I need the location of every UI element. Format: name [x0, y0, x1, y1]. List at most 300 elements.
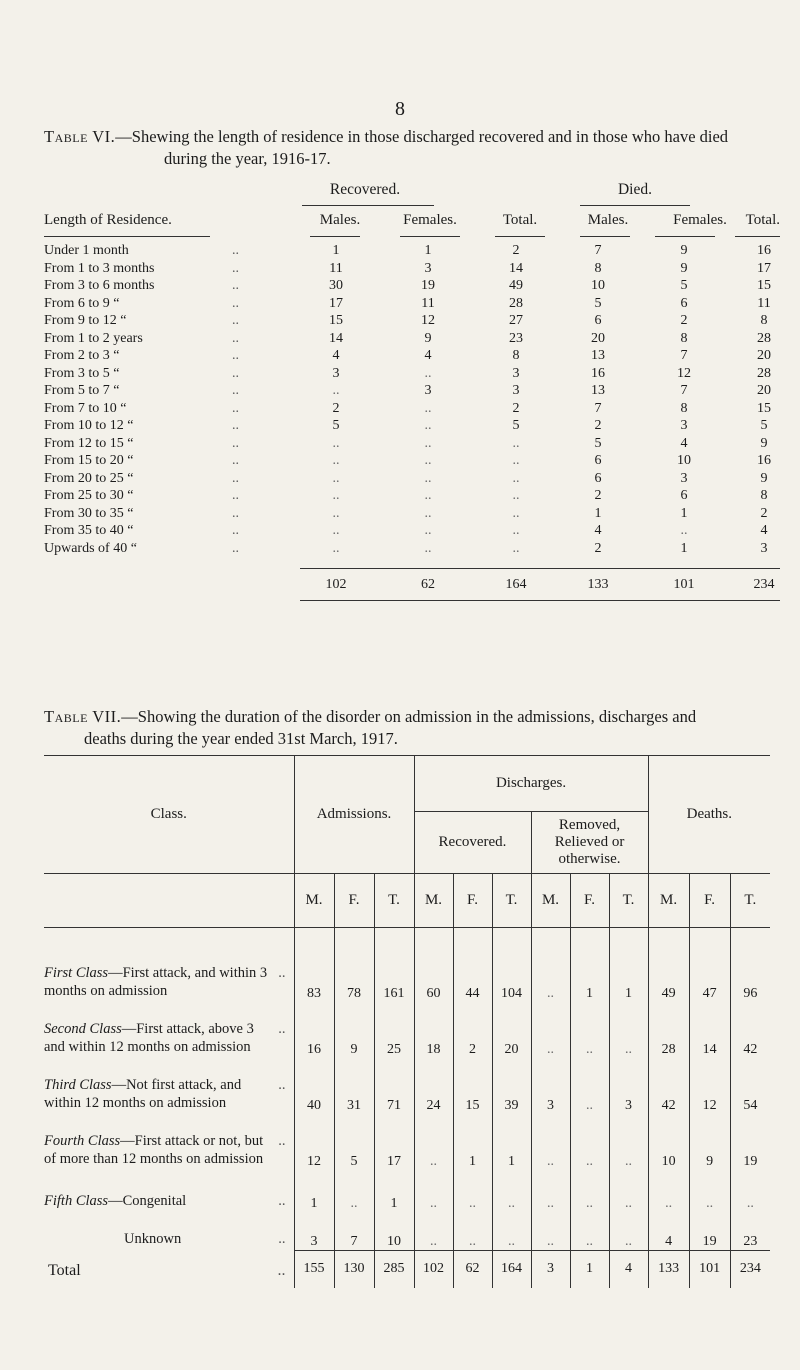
- col-died-males: Males.: [587, 212, 629, 228]
- table-cell: 24: [414, 1058, 453, 1114]
- table-cell: 1: [609, 946, 648, 1002]
- col-admissions: Admissions.: [294, 756, 414, 874]
- table-row: [44, 1058, 770, 1114]
- table-row: [44, 1212, 770, 1250]
- cell-died-total: 2: [760, 505, 768, 521]
- cell-recovered-total: 5: [512, 418, 520, 433]
- table7-caption: [44, 706, 766, 750]
- class-label: [44, 1170, 294, 1212]
- total-recovered-total: 164: [505, 577, 527, 592]
- row-label: [44, 296, 289, 312]
- table-cell: ..: [492, 1212, 531, 1250]
- row-label-text: Upwards of 40 “: [44, 540, 137, 556]
- sub-deaths-t: T.: [730, 874, 770, 928]
- table-cell: ..: [648, 1170, 689, 1212]
- cell-died-females: 2: [680, 313, 688, 328]
- total-died-females: 101: [673, 577, 695, 592]
- col-recovered-males: Males.: [319, 212, 361, 228]
- cell-died-females: 9: [680, 260, 688, 276]
- rule-dt: [735, 236, 780, 237]
- cell-recovered-males: ..: [332, 470, 340, 486]
- table-cell: ..: [730, 1170, 770, 1212]
- cell-recovered-males: ..: [332, 488, 340, 503]
- table-cell: 42: [730, 1002, 770, 1058]
- table-row: [0, 366, 800, 383]
- cell-died-females: ..: [680, 523, 688, 538]
- table-cell: ..: [453, 1212, 492, 1250]
- leader-dots: ..: [278, 1021, 286, 1037]
- table6-totals-row: [0, 577, 800, 594]
- col-removed: Removed, Relieved or otherwise.: [531, 812, 648, 874]
- cell-died-males: 2: [594, 418, 602, 433]
- table-cell: 9: [334, 1002, 374, 1058]
- table-cell: 104: [492, 946, 531, 1002]
- cell-died-total: 15: [757, 278, 771, 293]
- group-died: Died.: [617, 181, 652, 198]
- cell-recovered-males: 11: [329, 260, 343, 276]
- table-cell: 16: [294, 1002, 334, 1058]
- leader-dots: ..: [278, 1193, 286, 1209]
- class-description: —First attack or not, but of more than 12 months on admission: [44, 1133, 264, 1167]
- cell-recovered-total: ..: [512, 488, 520, 503]
- table-cell: ..: [609, 1002, 648, 1058]
- total-cell: 164: [492, 1250, 531, 1288]
- table-cell: ..: [531, 946, 570, 1002]
- row-label: [44, 436, 289, 452]
- total-cell: 1: [570, 1250, 609, 1288]
- class-label: [44, 1114, 294, 1170]
- row-label: [44, 366, 289, 382]
- table-cell: 44: [453, 946, 492, 1002]
- sub-recovered-m: M.: [414, 874, 453, 928]
- cell-recovered-total: ..: [512, 523, 520, 538]
- table-cell: ..: [531, 1002, 570, 1058]
- row-label: [44, 453, 289, 469]
- cell-recovered-males: 14: [329, 330, 343, 346]
- cell-recovered-total: 8: [512, 348, 520, 363]
- leader-dots: ..: [277, 1262, 286, 1279]
- table-cell: ..: [531, 1114, 570, 1170]
- table-row: [0, 383, 800, 400]
- sub-deaths-m: M.: [648, 874, 689, 928]
- row-label-text: From 20 to 25 “: [44, 470, 134, 486]
- total-died-total: 234: [753, 577, 775, 592]
- leader-dots: ..: [278, 1133, 286, 1149]
- sub-removed-m: M.: [531, 874, 570, 928]
- row-label: [44, 313, 289, 329]
- sub-admissions-t: T.: [374, 874, 414, 928]
- table-row: [0, 471, 800, 488]
- sub-removed-t: T.: [609, 874, 648, 928]
- cell-died-females: 12: [677, 365, 691, 381]
- cell-died-females: 8: [680, 400, 688, 416]
- total-cell: 101: [689, 1250, 730, 1288]
- table-cell: 1: [570, 946, 609, 1002]
- cell-recovered-males: 5: [332, 418, 340, 433]
- leader-dots: ..: [232, 418, 239, 433]
- table-cell: 96: [730, 946, 770, 1002]
- cell-died-total: 20: [757, 383, 771, 398]
- cell-died-females: 5: [680, 278, 688, 293]
- row-label-text: From 5 to 7 “: [44, 383, 120, 398]
- cell-died-males: 6: [594, 313, 602, 328]
- leader-dots: ..: [232, 295, 239, 311]
- cell-recovered-females: 4: [424, 348, 432, 363]
- cell-recovered-total: 2: [512, 243, 520, 258]
- page-number: 8: [395, 98, 405, 120]
- group-recovered: Recovered.: [329, 181, 401, 198]
- sub-deaths-f: F.: [689, 874, 730, 928]
- row-label: [44, 261, 289, 277]
- col-class-sub: [44, 874, 294, 928]
- cell-recovered-males: 30: [329, 278, 343, 293]
- table7: [44, 755, 770, 1288]
- row-label-text: Under 1 month: [44, 243, 129, 258]
- cell-died-total: 3: [760, 540, 768, 556]
- table-row: [0, 401, 800, 418]
- total-cell: 155: [294, 1250, 334, 1288]
- row-label-text: From 10 to 12 “: [44, 418, 134, 433]
- row-label-text: From 12 to 15 “: [44, 435, 134, 451]
- class-name: First Class: [44, 965, 109, 981]
- table7-label: Table VII.: [44, 707, 122, 726]
- class-description: —Not first attack, and within 12 months on admission: [44, 1077, 242, 1111]
- class-name: Fourth Class: [44, 1133, 121, 1149]
- rule-dm: [580, 236, 630, 237]
- table-cell: 28: [648, 1002, 689, 1058]
- table-cell: ..: [531, 1170, 570, 1212]
- cell-died-males: 1: [594, 505, 602, 521]
- total-cell: 133: [648, 1250, 689, 1288]
- table-cell: ..: [414, 1170, 453, 1212]
- cell-died-females: 4: [680, 435, 688, 451]
- class-name: Third Class: [44, 1077, 112, 1093]
- table-cell: 14: [689, 1002, 730, 1058]
- cell-recovered-total: 23: [509, 330, 523, 346]
- cell-recovered-females: ..: [424, 505, 432, 521]
- table-cell: 83: [294, 946, 334, 1002]
- cell-recovered-males: 3: [332, 365, 340, 381]
- cell-died-males: 2: [594, 540, 602, 556]
- cell-recovered-females: ..: [424, 488, 432, 503]
- row-label-text: From 25 to 30 “: [44, 488, 134, 503]
- leader-dots: ..: [232, 313, 239, 328]
- table-row: [0, 313, 800, 330]
- cell-died-males: 20: [591, 330, 605, 346]
- cell-died-females: 7: [680, 383, 688, 398]
- table-cell: ..: [689, 1170, 730, 1212]
- cell-died-total: 9: [760, 435, 768, 451]
- spacer: [44, 928, 294, 947]
- cell-recovered-females: ..: [424, 523, 432, 538]
- table-cell: ..: [609, 1212, 648, 1250]
- table-cell: ..: [570, 1002, 609, 1058]
- totals-bottom-rule: [300, 600, 780, 601]
- table-row: [0, 488, 800, 505]
- cell-died-females: 1: [680, 540, 688, 556]
- leader-dots: ..: [232, 243, 239, 258]
- cell-recovered-females: 3: [424, 260, 432, 276]
- col-length: Length of Residence.: [44, 212, 172, 228]
- cell-recovered-total: ..: [512, 453, 520, 468]
- leader-dots: ..: [232, 400, 239, 416]
- col-died-females: Females.: [673, 212, 727, 228]
- leader-dots: ..: [232, 278, 239, 293]
- cell-died-males: 5: [594, 435, 602, 451]
- cell-recovered-females: 9: [424, 330, 432, 346]
- total-cell: 234: [730, 1250, 770, 1288]
- cell-died-total: 8: [760, 488, 768, 503]
- cell-died-total: 11: [757, 295, 771, 311]
- leader-dots: ..: [232, 348, 239, 363]
- cell-recovered-females: 11: [421, 295, 435, 311]
- leader-dots: ..: [232, 505, 239, 521]
- table-row: [0, 541, 800, 558]
- cell-died-total: 17: [757, 260, 771, 276]
- table-cell: 18: [414, 1002, 453, 1058]
- cell-recovered-total: 27: [509, 313, 523, 328]
- row-label-text: From 7 to 10 “: [44, 400, 127, 416]
- table-cell: 12: [689, 1058, 730, 1114]
- col-recovered-total: Total.: [502, 212, 538, 228]
- col-discharges: Discharges.: [414, 756, 648, 812]
- sub-recovered-t: T.: [492, 874, 531, 928]
- table-row: [0, 331, 800, 348]
- cell-died-males: 6: [594, 470, 602, 486]
- table-cell: 23: [730, 1212, 770, 1250]
- table-row: [0, 453, 800, 470]
- cell-recovered-total: ..: [512, 505, 520, 521]
- class-name: Second Class: [44, 1021, 122, 1037]
- row-label-text: From 3 to 5 “: [44, 365, 120, 381]
- row-label: [44, 348, 289, 364]
- table-row: [44, 1170, 770, 1212]
- cell-recovered-total: 3: [512, 365, 520, 381]
- table-cell: 2: [453, 1002, 492, 1058]
- cell-recovered-males: 1: [332, 243, 340, 258]
- cell-died-total: 4: [760, 523, 768, 538]
- table-cell: 71: [374, 1058, 414, 1114]
- total-cell: 130: [334, 1250, 374, 1288]
- total-label: [44, 1250, 294, 1288]
- leader-dots: ..: [232, 523, 239, 538]
- cell-died-males: 8: [594, 260, 602, 276]
- cell-recovered-females: ..: [424, 400, 432, 416]
- col-length-rule: [44, 236, 210, 237]
- leader-dots: ..: [232, 365, 239, 381]
- col-deaths: Deaths.: [648, 756, 770, 874]
- rule-rm: [310, 236, 360, 237]
- table7-title: —Showing the duration of the disorder on admission in the admissions, discharges and: [121, 707, 697, 726]
- total-recovered-females: 62: [421, 577, 435, 592]
- table-cell: 42: [648, 1058, 689, 1114]
- table6-title-line2: during the year, 1916-17.: [164, 149, 331, 168]
- cell-died-total: 28: [757, 330, 771, 346]
- leader-dots: ..: [232, 435, 239, 451]
- total-cell: 102: [414, 1250, 453, 1288]
- table-cell: 1: [294, 1170, 334, 1212]
- table-cell: 47: [689, 946, 730, 1002]
- total-label-text: Total: [48, 1262, 81, 1279]
- class-description: —First attack, above 3 and within 12 months on admission: [44, 1021, 254, 1055]
- table-row: [0, 436, 800, 453]
- cell-died-males: 4: [594, 523, 602, 538]
- table-cell: 9: [689, 1114, 730, 1170]
- table-cell: 31: [334, 1058, 374, 1114]
- table-cell: 19: [689, 1212, 730, 1250]
- table-cell: 49: [648, 946, 689, 1002]
- table-cell: 3: [294, 1212, 334, 1250]
- cell-died-total: 15: [757, 400, 771, 416]
- table-row: [0, 506, 800, 523]
- table-row: [0, 523, 800, 540]
- table7-title-line2: deaths during the year ended 31st March, 1917.: [84, 729, 398, 748]
- cell-died-males: 7: [594, 400, 602, 416]
- cell-died-males: 16: [591, 365, 605, 381]
- cell-recovered-total: 3: [512, 383, 520, 398]
- cell-recovered-total: ..: [512, 470, 520, 486]
- leader-dots: ..: [278, 1077, 286, 1093]
- cell-recovered-females: 1: [424, 243, 432, 258]
- table-row: [0, 296, 800, 313]
- rule-rf: [400, 236, 460, 237]
- table-row: [0, 278, 800, 295]
- cell-recovered-males: ..: [332, 540, 340, 556]
- leader-dots: ..: [232, 383, 239, 398]
- table-cell: 10: [648, 1114, 689, 1170]
- sub-admissions-m: M.: [294, 874, 334, 928]
- table-row: [0, 243, 800, 260]
- sub-removed-f: F.: [570, 874, 609, 928]
- cell-recovered-females: 3: [424, 383, 432, 398]
- class-label: [44, 1002, 294, 1058]
- table-cell: 15: [453, 1058, 492, 1114]
- cell-recovered-males: ..: [332, 435, 340, 451]
- table-cell: 4: [648, 1212, 689, 1250]
- row-label-text: From 1 to 3 months: [44, 260, 155, 276]
- table-cell: 3: [531, 1058, 570, 1114]
- cell-died-males: 6: [594, 453, 602, 468]
- cell-recovered-females: ..: [424, 435, 432, 451]
- cell-died-males: 2: [594, 488, 602, 503]
- cell-died-males: 13: [591, 348, 605, 363]
- col-class: Class.: [44, 756, 294, 874]
- row-label-text: From 6 to 9 “: [44, 295, 120, 311]
- table-cell: 1: [374, 1170, 414, 1212]
- class-label: [44, 946, 294, 1002]
- cell-recovered-total: 14: [509, 260, 523, 276]
- total-died-males: 133: [587, 577, 609, 592]
- table-cell: 39: [492, 1058, 531, 1114]
- cell-died-total: 5: [760, 418, 768, 433]
- col-recovered-females: Females.: [403, 212, 457, 228]
- cell-died-males: 13: [591, 383, 605, 398]
- table-row: [44, 946, 770, 1002]
- cell-died-total: 20: [757, 348, 771, 363]
- table-cell: 161: [374, 946, 414, 1002]
- table-cell: 1: [453, 1114, 492, 1170]
- row-label: [44, 471, 289, 487]
- leader-dots: ..: [278, 1231, 286, 1247]
- table-cell: 19: [730, 1114, 770, 1170]
- row-label: [44, 331, 289, 347]
- totals-top-rule: [300, 568, 780, 569]
- table-cell: 25: [374, 1002, 414, 1058]
- table-cell: ..: [570, 1212, 609, 1250]
- row-label-text: From 2 to 3 “: [44, 348, 120, 363]
- col-died-total: Total.: [745, 212, 780, 228]
- cell-died-females: 9: [680, 243, 688, 258]
- table6-caption: [44, 126, 766, 170]
- table-row: [44, 1002, 770, 1058]
- row-label-text: From 3 to 6 months: [44, 278, 155, 293]
- class-description: —First attack, and within 3 months on admission: [44, 965, 268, 999]
- row-label-text: From 1 to 2 years: [44, 330, 143, 346]
- row-label: [44, 541, 289, 557]
- table-cell: ..: [609, 1114, 648, 1170]
- row-label: [44, 523, 289, 539]
- cell-recovered-total: 28: [509, 295, 523, 311]
- leader-dots: ..: [232, 470, 239, 486]
- cell-recovered-females: 19: [421, 278, 435, 293]
- cell-recovered-males: 15: [329, 313, 343, 328]
- class-description: Unknown: [124, 1231, 182, 1247]
- total-cell: 62: [453, 1250, 492, 1288]
- cell-recovered-males: ..: [332, 383, 340, 398]
- table-row: [0, 348, 800, 365]
- sub-admissions-f: F.: [334, 874, 374, 928]
- row-label: [44, 243, 289, 259]
- total-cell: 285: [374, 1250, 414, 1288]
- table-row: [44, 1114, 770, 1170]
- table-cell: ..: [414, 1212, 453, 1250]
- cell-died-males: 10: [591, 278, 605, 293]
- group-died-rule: [580, 205, 690, 206]
- table-cell: 1: [492, 1114, 531, 1170]
- cell-recovered-females: 12: [421, 313, 435, 328]
- table-cell: ..: [414, 1114, 453, 1170]
- class-name: Fifth Class: [44, 1193, 109, 1209]
- cell-died-total: 28: [757, 365, 771, 381]
- cell-died-total: 16: [757, 243, 771, 258]
- cell-recovered-females: ..: [424, 365, 432, 381]
- cell-recovered-males: 2: [332, 400, 340, 416]
- cell-recovered-females: ..: [424, 418, 432, 433]
- class-label: [44, 1058, 294, 1114]
- class-description: —Congenital: [108, 1193, 187, 1209]
- col-recovered: Recovered.: [414, 812, 531, 874]
- table-cell: ..: [570, 1170, 609, 1212]
- row-label-text: From 35 to 40 “: [44, 523, 134, 538]
- leader-dots: ..: [232, 260, 239, 276]
- cell-recovered-males: ..: [332, 505, 340, 521]
- cell-died-males: 5: [594, 295, 602, 311]
- class-label: [44, 1212, 294, 1250]
- totals-row: [44, 1250, 770, 1288]
- cell-died-females: 8: [680, 330, 688, 346]
- table-cell: 20: [492, 1002, 531, 1058]
- row-label-text: From 9 to 12 “: [44, 313, 127, 328]
- cell-recovered-females: ..: [424, 470, 432, 486]
- total-cell: 3: [531, 1250, 570, 1288]
- table-cell: 54: [730, 1058, 770, 1114]
- table-row: [0, 418, 800, 435]
- leader-dots: ..: [232, 540, 239, 556]
- table-cell: ..: [570, 1058, 609, 1114]
- cell-recovered-total: ..: [512, 540, 520, 556]
- table-cell: ..: [453, 1170, 492, 1212]
- table-cell: ..: [531, 1212, 570, 1250]
